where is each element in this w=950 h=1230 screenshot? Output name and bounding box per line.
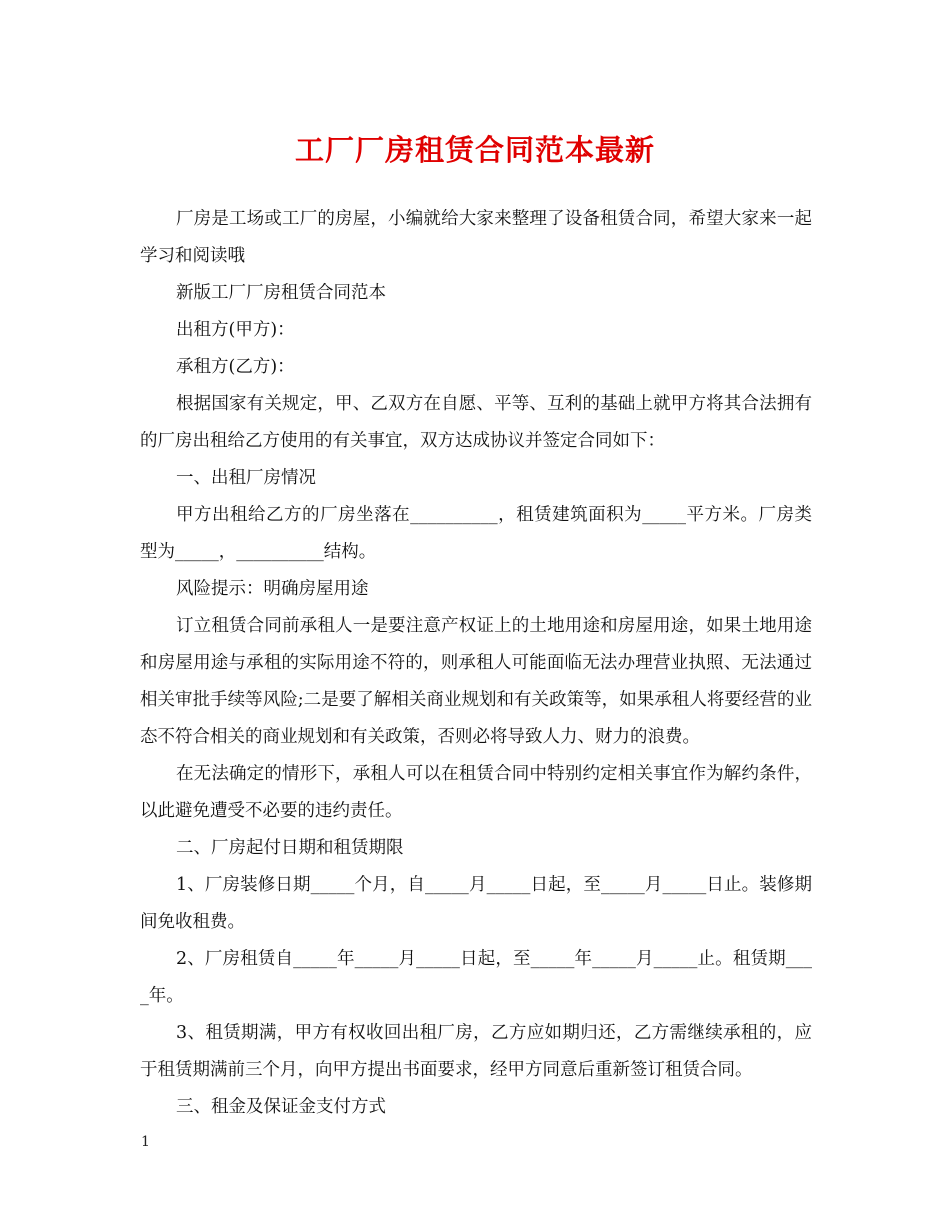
paragraph-termination: 在无法确定的情形下，承租人可以在租赁合同中特别约定相关事宜作为解约条件，以此避免遭受不必要的违约责任。 (140, 764, 812, 821)
paragraph-premises: 甲方出租给乙方的厂房坐落在__________，租赁建筑面积为_____平方米。厂房类型为_____，__________结构。 (140, 505, 812, 562)
paragraph-subtitle: 新版工厂厂房租赁合同范本 (176, 283, 386, 303)
paragraph-lessor: 出租方(甲方)： (176, 320, 295, 340)
page-number: 1 (141, 1134, 150, 1150)
document-title: 工厂厂房租赁合同范本最新 (294, 133, 655, 167)
section-heading-1: 一、出租厂房情况 (176, 468, 316, 488)
paragraph-preamble: 根据国家有关规定，甲、乙双方在自愿、平等、互利的基础上就甲方将其合法拥有的厂房出租给乙方使用的有关事宜，双方达成协议并签定合同如下： (140, 394, 812, 451)
paragraph-term-1: 1、厂房装修日期_____个月，自_____月_____日起，至_____月_____日止。装修期间免收租费。 (140, 875, 812, 932)
section-heading-2: 二、厂房起付日期和租赁期限 (176, 838, 404, 858)
paragraph-term-3: 3、租赁期满，甲方有权收回出租厂房，乙方应如期归还，乙方需继续承租的，应于租赁期满前三个月，向甲方提出书面要求，经甲方同意后重新签订租赁合同。 (140, 1023, 812, 1080)
section-heading-3: 三、租金及保证金支付方式 (176, 1097, 386, 1117)
document-body (140, 201, 812, 1126)
paragraph-intro: 厂房是工场或工厂的房屋，小编就给大家来整理了设备租赁合同，希望大家来一起学习和阅读哦 (140, 209, 812, 266)
paragraph-risk-body: 订立租赁合同前承租人一是要注意产权证上的土地用途和房屋用途，如果土地用途和房屋用途与承租的实际用途不符的，则承租人可能面临无法办理营业执照、无法通过相关审批手续等风险;二是要了解相关商业规划和有关政策等，如果承租人将要经营的业态不符合相关的商业规划和有关政策，否则必将导致人力、财力的浪费。 (140, 616, 812, 747)
paragraph-risk-title: 风险提示：明确房屋用途 (176, 579, 369, 599)
paragraph-lessee: 承租方(乙方)： (176, 357, 295, 377)
paragraph-term-2: 2、厂房租赁自_____年_____月_____日起，至_____年_____月_____止。租赁期____年。 (140, 949, 812, 1006)
